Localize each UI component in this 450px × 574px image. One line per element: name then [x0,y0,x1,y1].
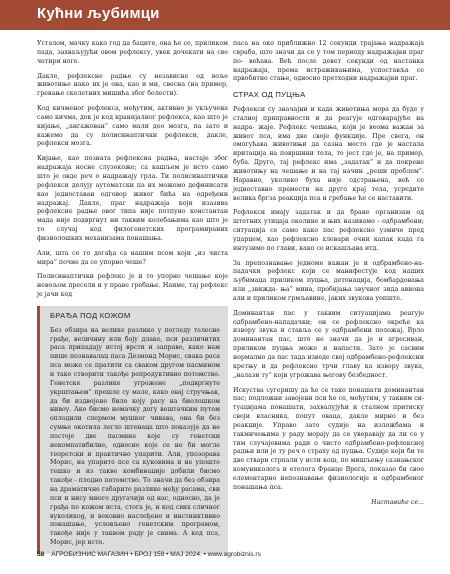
paragraph: Кијање, као позната рефлексна радња, настаје због надражаја носне слузокоже; са кашљем је исто само што је овде реч о надражају грла. Ти полисинаптички рефлекси делују аутоматски па их можемо дефинисати као једноставан одговор живог бића на одређени надражај. Дакле, праг надражаја који изазива рефлексне радње овог типа није потпуно константан мада није подвргнут ни таквим колебањима као што је то случај код филогенетских програмираних физиолошких механизама понашања. [37,155,228,242]
left-column [37,40,228,554]
box-title: БРАЂА ПОД КОЖОМ [50,310,131,320]
paragraph: Доминантан пас у таквим ситуацијама реагује одбрамбено-нападачки; он се рефлексно окреће ка извору звука и ставља се у одбрамбени положај. Врло доминантан пас, што не значи да је и агресиван, приликом пуцња може и напасти. Зато је сасвим нормално да пас тада изведе свој одбрамбено-рефлексни кретњу и да рефлексно трчи главу ка извору звука, „налази ту“ који угрожава његову безбедност. [233,309,424,379]
paragraph: Искуства сугеришу да ће се тако понашати доминантан пас; подложни завојени пси ће се, међутим, у таквим си- туацијама понашати, захвалујући и сталном притиску своји власника, попут оваца, дакле мирно и без реакције. Управо зато судије на изложбама и такмичењима у раду морају да се уверавају да ли се у тим случајевима ради о чисто одбрамбено-рефлексној радњи или је ту реч о страху од пуцња. Судије који би те две ствари стрпали у исти кош, по мишљењу сазнањског комуникологa и етолога Франце Врега, показао би свое елементарно непознавање физиологије и одбрамбеног понашања пса. [233,386,424,491]
box-text: Без обзира на велике разлике у погледу телесне грађе, величину или боју длаке, пси различитих раса припадају истој врсти и заправо, како нам пише познавалац паса Дезмонд Морис, свака раса пса може се пратити са сваком другом пасмином и тако створити такође репродуктивно потомство. Генетске разлике угрожене „подвргнуте укрштањем“ прешле су мале, како овај стручњак, да би издвојене било коју расу на биолошком нивоу. Ако бисмо немачку догу вештачким путем оплодили спермом мушког чивава, она би без сумње окотила легло штенаца што показује да не постоје две пасмине које су генетски некомпатибилне, односно које се не би могле теоретски и практично упарити. Али, упозорава Морис, на упарите псе са куковима и не упоште тешко и из такве комбинације добили бисмо такође - плодно потомство. То значи да без обзира на драматичне габарите разлике међу расама, сви пси и нису много другачији од нас, односно, да је грађа по кожом иста, стога је, и код свих сличног вуколикоg, и вековно наслеђено и инстинктивно понашање, условљено генетским програмом, такође није у таквом раду је свима. А код пса, Морис, јер исто. [50,326,220,547]
paragraph: Усталом, мачку како год да баците, она ће се, приликом пада, захваљујући овом рефлексу, увек дочекати на све четири ноге. [37,40,228,65]
paragraph: Али, шта се то догађа са нашим псом који „из чиста мира“ почне да се упорно чеше? [37,249,228,266]
paragraph: Код кичменог рефлекса, међутим, активно је укључена само кичма, док је код кранијалног рефлекса, као што је кијање, „ангажован“ само мали део мозга, па зато и кажемо да су полисинаптички рефлекси, дакле, рефлекси мозга. [37,105,228,148]
subheading: СТРАХ ОД ПУЦЊА [233,90,306,100]
paragraph: паса на око приближно 12 секунди трајања надражаја сврабa, што значи да се у том периоду надражајни праг по- већава. Већ после девет секунди од настанка надражаја, према истраживањима, успостављa се првобитно стање, односно претходни надражајни праг. [233,40,424,83]
paragraph: Полисинаптички рефлекс је и то упорно чешање које невољом пресели и у праве гребање. Наиме, тај рефлекс је јачи код [37,273,228,299]
paragraph: Рефлекси имају задатак и да бране организам од штетних утицаја околине и њих називамо - одбрамбени; ситуација се само како пас рефлексно узмиче пред ударцем, као рефлексно хлевари очни капак када га интузимо по глави, како се искашљава итд. [233,209,424,252]
page-footer [37,551,428,558]
sidebar-box [37,306,228,554]
paragraph: За препознавање једноме важан је и одбрамбено-на- падачки рефлекс који се манифестује код наших љубимаца приликом пуцња, детонација, бомбардовања или „звижда- ња“ мина, пробијања звучног зида авиона али и приликом грмљавине, јаких звукова уопште. [233,259,424,302]
paragraph: Дакле, рефлексне радње су независне од воље животиње иако их је она, као и ми, свесна (на пример, гревање скелетних мишића због болести). [37,72,228,98]
publication-info: АГРОБИЗНИС МАГАЗИН • БРОЈ 159 • МАЈ 2024. • www.agrobiznis.rs [51,551,261,558]
right-column [233,40,424,508]
page-number: 58 [37,551,45,558]
section-title: Кућни љубимци [37,5,160,22]
header-bar [0,0,450,30]
continued-note: Наставиће се... [371,498,424,506]
paragraph: Рефлекси су значајни и када животиња мора да буде у сталној приправности и да реагује одговарајуће на надра- жаје. Рефлекс чешања, који је веома важан за живот пса, има две своје функције. Пре свега, он омогућава животињи да сазна место где је настала иритација на површини тела, то јест где је, на пример, буба. Друго, тај рефлекс има „задатак“ и да покрене животињу на чешање и на тај начин „реши проблем“. Наравно, уколико буха није одстрањена, већ се једноставно премести на друго крај тела, усредите велика бргза реакција пса и гребање ће се наставити. [233,106,424,202]
